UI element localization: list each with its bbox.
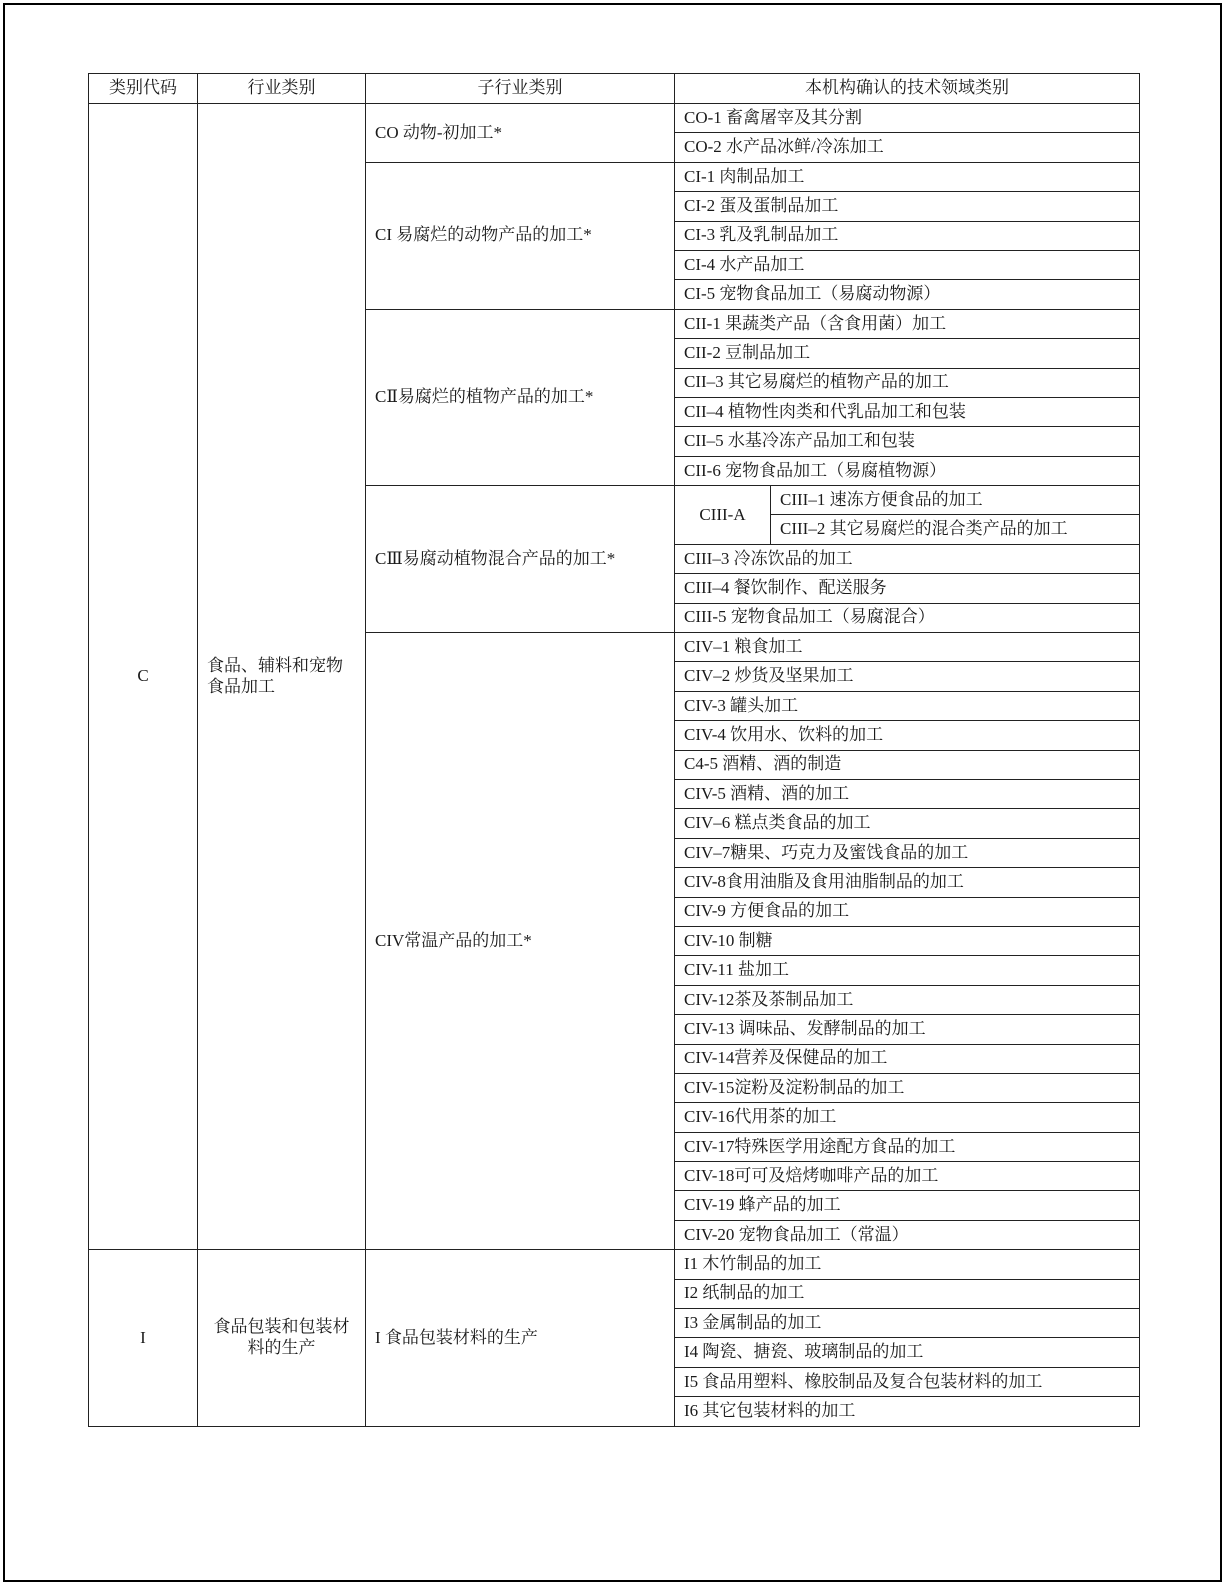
tech-field-cell: CIV-8食用油脂及食用油脂制品的加工 — [675, 868, 1140, 897]
classification-table — [88, 73, 1140, 1427]
tech-field-cell: CIV-16代用茶的加工 — [675, 1103, 1140, 1132]
tech-field-cell: CIV-4 饮用水、饮料的加工 — [675, 721, 1140, 750]
tech-field-cell: I6 其它包装材料的加工 — [675, 1397, 1140, 1426]
tech-field-cell: CIV-10 制糖 — [675, 926, 1140, 955]
tech-field-cell: CIV-17特殊医学用途配方食品的加工 — [675, 1132, 1140, 1161]
header-tech-field-category: 本机构确认的技术领域类别 — [675, 74, 1140, 104]
tech-field-cell: CIII-5 宠物食品加工（易腐混合） — [675, 603, 1140, 632]
subindustry-cell: CⅢ易腐动植物混合产品的加工* — [366, 486, 675, 633]
tech-field-cell: I5 食品用塑料、橡胶制品及复合包装材料的加工 — [675, 1367, 1140, 1396]
tech-field-cell: CO-2 水产品冰鲜/冷冻加工 — [675, 133, 1140, 162]
category-code-cell: I — [89, 1250, 198, 1426]
tech-field-cell: CI-3 乳及乳制品加工 — [675, 221, 1140, 250]
tech-field-cell: CIV-11 盐加工 — [675, 956, 1140, 985]
tech-field-cell: CI-2 蛋及蛋制品加工 — [675, 192, 1140, 221]
tech-field-cell: I3 金属制品的加工 — [675, 1309, 1140, 1338]
tech-field-cell: I4 陶瓷、搪瓷、玻璃制品的加工 — [675, 1338, 1140, 1367]
subindustry-cell: I 食品包装材料的生产 — [366, 1250, 675, 1426]
tech-field-cell: CIV-3 罐头加工 — [675, 691, 1140, 720]
tech-field-cell: CIV-12茶及茶制品加工 — [675, 985, 1140, 1014]
tech-field-cell: CII-2 豆制品加工 — [675, 339, 1140, 368]
tech-field-cell: CIII–1 速冻方便食品的加工 — [771, 486, 1140, 515]
tech-field-cell: I1 木竹制品的加工 — [675, 1250, 1140, 1279]
tech-field-cell: CI-4 水产品加工 — [675, 250, 1140, 279]
tech-field-cell: CIV-14营养及保健品的加工 — [675, 1044, 1140, 1073]
tech-field-cell: CII-1 果蔬类产品（含食用菌）加工 — [675, 309, 1140, 338]
industry-category-cell: 食品包装和包装材料的生产 — [198, 1250, 366, 1426]
subindustry-cell: CIV常温产品的加工* — [366, 633, 675, 1250]
tech-field-cell: I2 纸制品的加工 — [675, 1279, 1140, 1308]
tech-field-cell: CI-5 宠物食品加工（易腐动物源） — [675, 280, 1140, 309]
tech-field-cell: CIV-15淀粉及淀粉制品的加工 — [675, 1073, 1140, 1102]
tech-field-cell: CIV-19 蜂产品的加工 — [675, 1191, 1140, 1220]
tech-field-cell: CIII–4 餐饮制作、配送服务 — [675, 574, 1140, 603]
tech-field-cell: CIV–2 炒货及坚果加工 — [675, 662, 1140, 691]
header-industry-category: 行业类别 — [198, 74, 366, 104]
subindustry-cell: CO 动物-初加工* — [366, 104, 675, 163]
tech-field-cell: CO-1 畜禽屠宰及其分割 — [675, 104, 1140, 133]
ciii-a-group-cell: CIII-A — [675, 486, 771, 545]
tech-field-cell: CIV-20 宠物食品加工（常温） — [675, 1220, 1140, 1249]
header-category-code: 类别代码 — [89, 74, 198, 104]
tech-field-cell: CIII–3 冷冻饮品的加工 — [675, 544, 1140, 573]
tech-field-cell: CIII–2 其它易腐烂的混合类产品的加工 — [771, 515, 1140, 544]
tech-field-cell: CIV-9 方便食品的加工 — [675, 897, 1140, 926]
tech-field-cell: CIV–7糖果、巧克力及蜜饯食品的加工 — [675, 838, 1140, 867]
tech-field-cell: CIV-13 调味品、发酵制品的加工 — [675, 1015, 1140, 1044]
tech-field-cell: CIV–6 糕点类食品的加工 — [675, 809, 1140, 838]
subindustry-cell: CI 易腐烂的动物产品的加工* — [366, 162, 675, 309]
tech-field-cell: CIV-18可可及焙烤咖啡产品的加工 — [675, 1162, 1140, 1191]
tech-field-cell: CII–4 植物性肉类和代乳品加工和包装 — [675, 397, 1140, 426]
category-code-cell: C — [89, 104, 198, 1250]
tech-field-cell: CIV–1 粮食加工 — [675, 633, 1140, 662]
tech-field-cell: CII-6 宠物食品加工（易腐植物源） — [675, 456, 1140, 485]
tech-field-cell: C4-5 酒精、酒的制造 — [675, 750, 1140, 779]
tech-field-cell: CII–3 其它易腐烂的植物产品的加工 — [675, 368, 1140, 397]
tech-field-cell: CIV-5 酒精、酒的加工 — [675, 779, 1140, 808]
tech-field-cell: CII–5 水基冷冻产品加工和包装 — [675, 427, 1140, 456]
header-subindustry-category: 子行业类别 — [366, 74, 675, 104]
industry-category-cell: 食品、辅料和宠物食品加工 — [198, 104, 366, 1250]
subindustry-cell: CⅡ易腐烂的植物产品的加工* — [366, 309, 675, 485]
tech-field-cell: CI-1 肉制品加工 — [675, 162, 1140, 191]
